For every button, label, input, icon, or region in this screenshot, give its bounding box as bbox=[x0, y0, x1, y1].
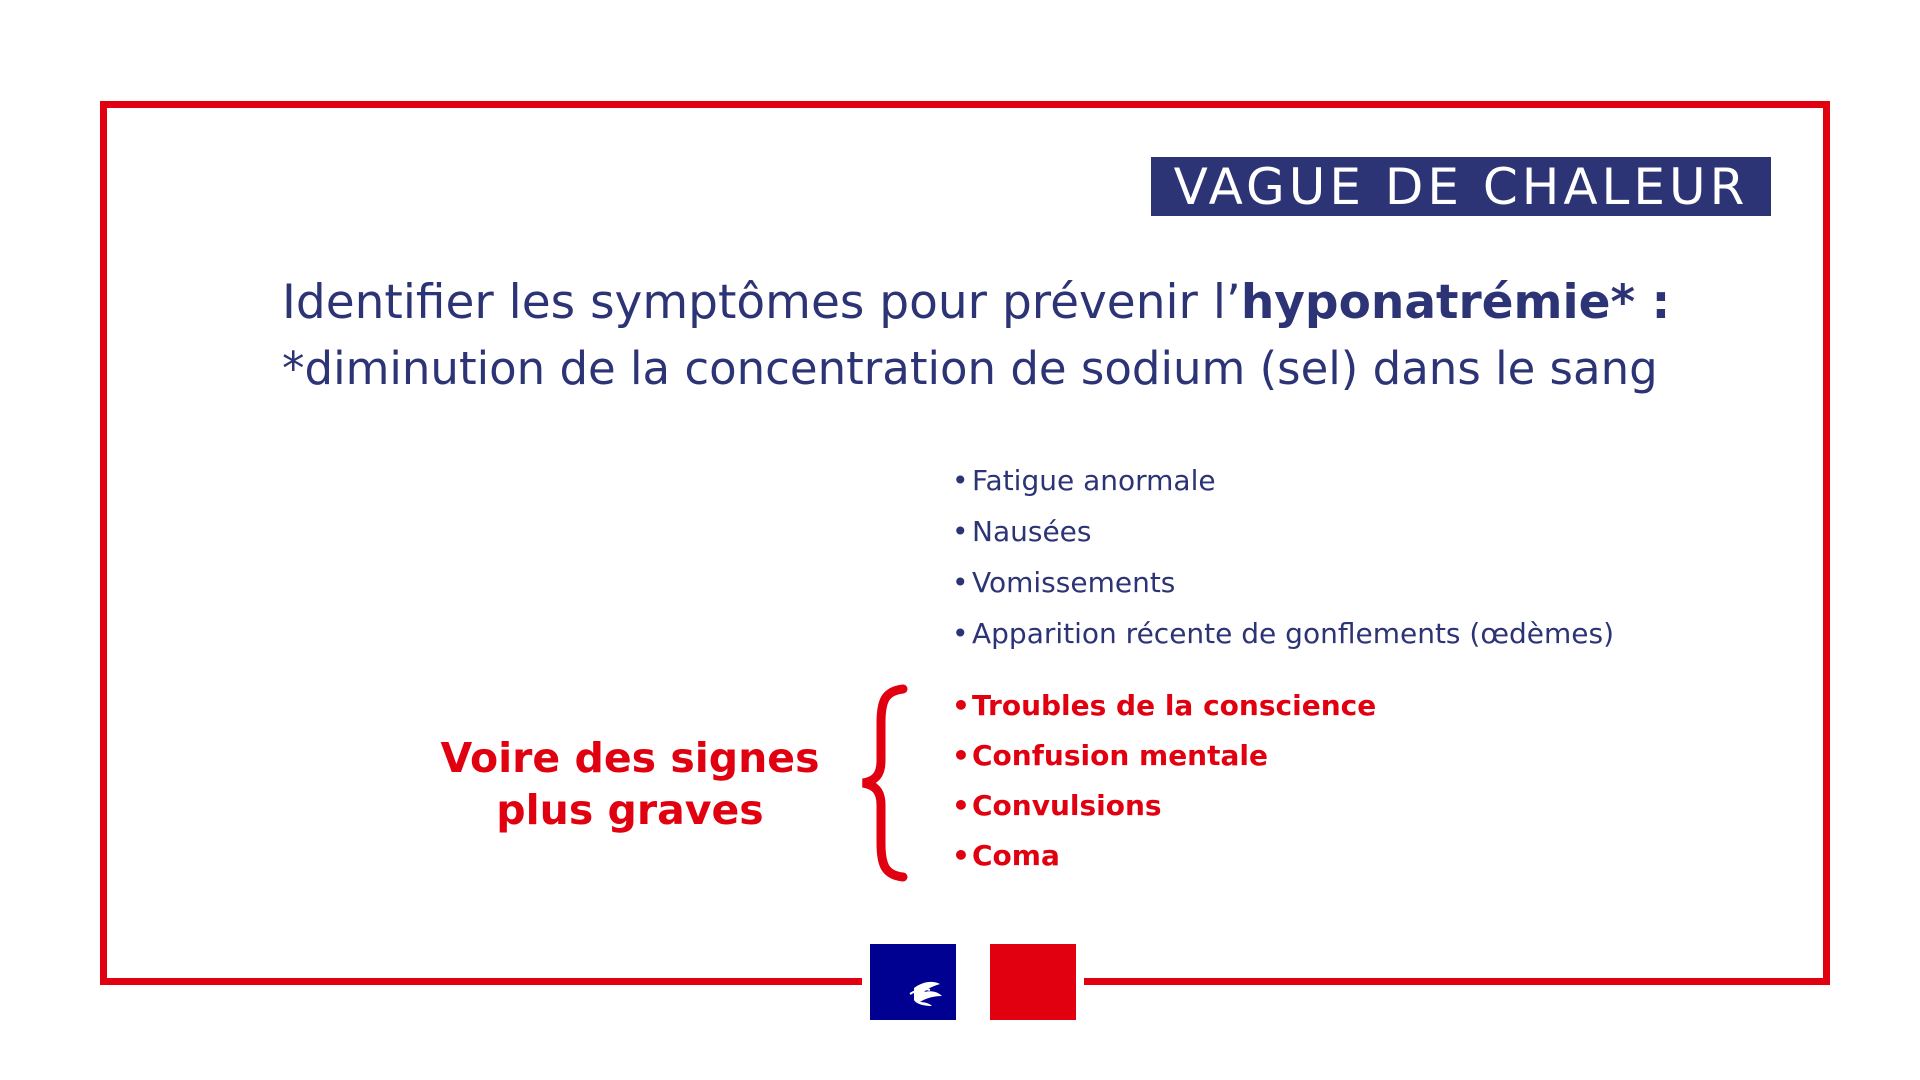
severe-symptom-list bbox=[952, 680, 1376, 880]
list-item bbox=[952, 608, 1614, 659]
severe-symptom-label: Confusion mentale bbox=[972, 738, 1268, 772]
list-item bbox=[952, 455, 1614, 506]
severe-signs-label bbox=[420, 732, 840, 836]
page-title bbox=[282, 275, 1782, 330]
list-item bbox=[952, 730, 1376, 780]
bullet: • bbox=[952, 464, 969, 497]
severe-label-line1: Voire des signes bbox=[440, 734, 820, 782]
severe-symptom-label: Coma bbox=[972, 838, 1060, 872]
bullet: • bbox=[952, 617, 969, 650]
bullet: • bbox=[952, 566, 969, 599]
bullet: • bbox=[952, 688, 970, 722]
list-item bbox=[952, 506, 1614, 557]
bullet: • bbox=[952, 738, 970, 772]
symptom-label: Apparition récente de gonflements (œdèmes) bbox=[972, 617, 1614, 650]
marianne-logo bbox=[862, 944, 1084, 1020]
bullet: • bbox=[952, 515, 969, 548]
symptom-list bbox=[952, 455, 1614, 659]
curly-brace-icon bbox=[855, 683, 910, 883]
heatwave-badge: VAGUE DE CHALEUR bbox=[1151, 157, 1771, 216]
severe-label-line2: plus graves bbox=[496, 786, 764, 834]
symptom-label: Fatigue anormale bbox=[972, 464, 1216, 497]
symptom-label: Vomissements bbox=[972, 566, 1176, 599]
list-item bbox=[952, 557, 1614, 608]
bullet: • bbox=[952, 788, 970, 822]
title-prefix: Identifier les symptômes pour prévenir l’ bbox=[282, 275, 1241, 330]
list-item bbox=[952, 780, 1376, 830]
list-item bbox=[952, 830, 1376, 880]
severe-symptom-label: Convulsions bbox=[972, 788, 1162, 822]
title-emphasis: hyponatrémie* : bbox=[1240, 275, 1671, 330]
bullet: • bbox=[952, 838, 970, 872]
definition-subtitle: *diminution de la concentration de sodium (sel) dans le sang bbox=[282, 342, 1658, 395]
symptom-label: Nausées bbox=[972, 515, 1092, 548]
severe-symptom-label: Troubles de la conscience bbox=[972, 688, 1377, 722]
marianne-logo-icon bbox=[870, 944, 1076, 1020]
list-item bbox=[952, 680, 1376, 730]
